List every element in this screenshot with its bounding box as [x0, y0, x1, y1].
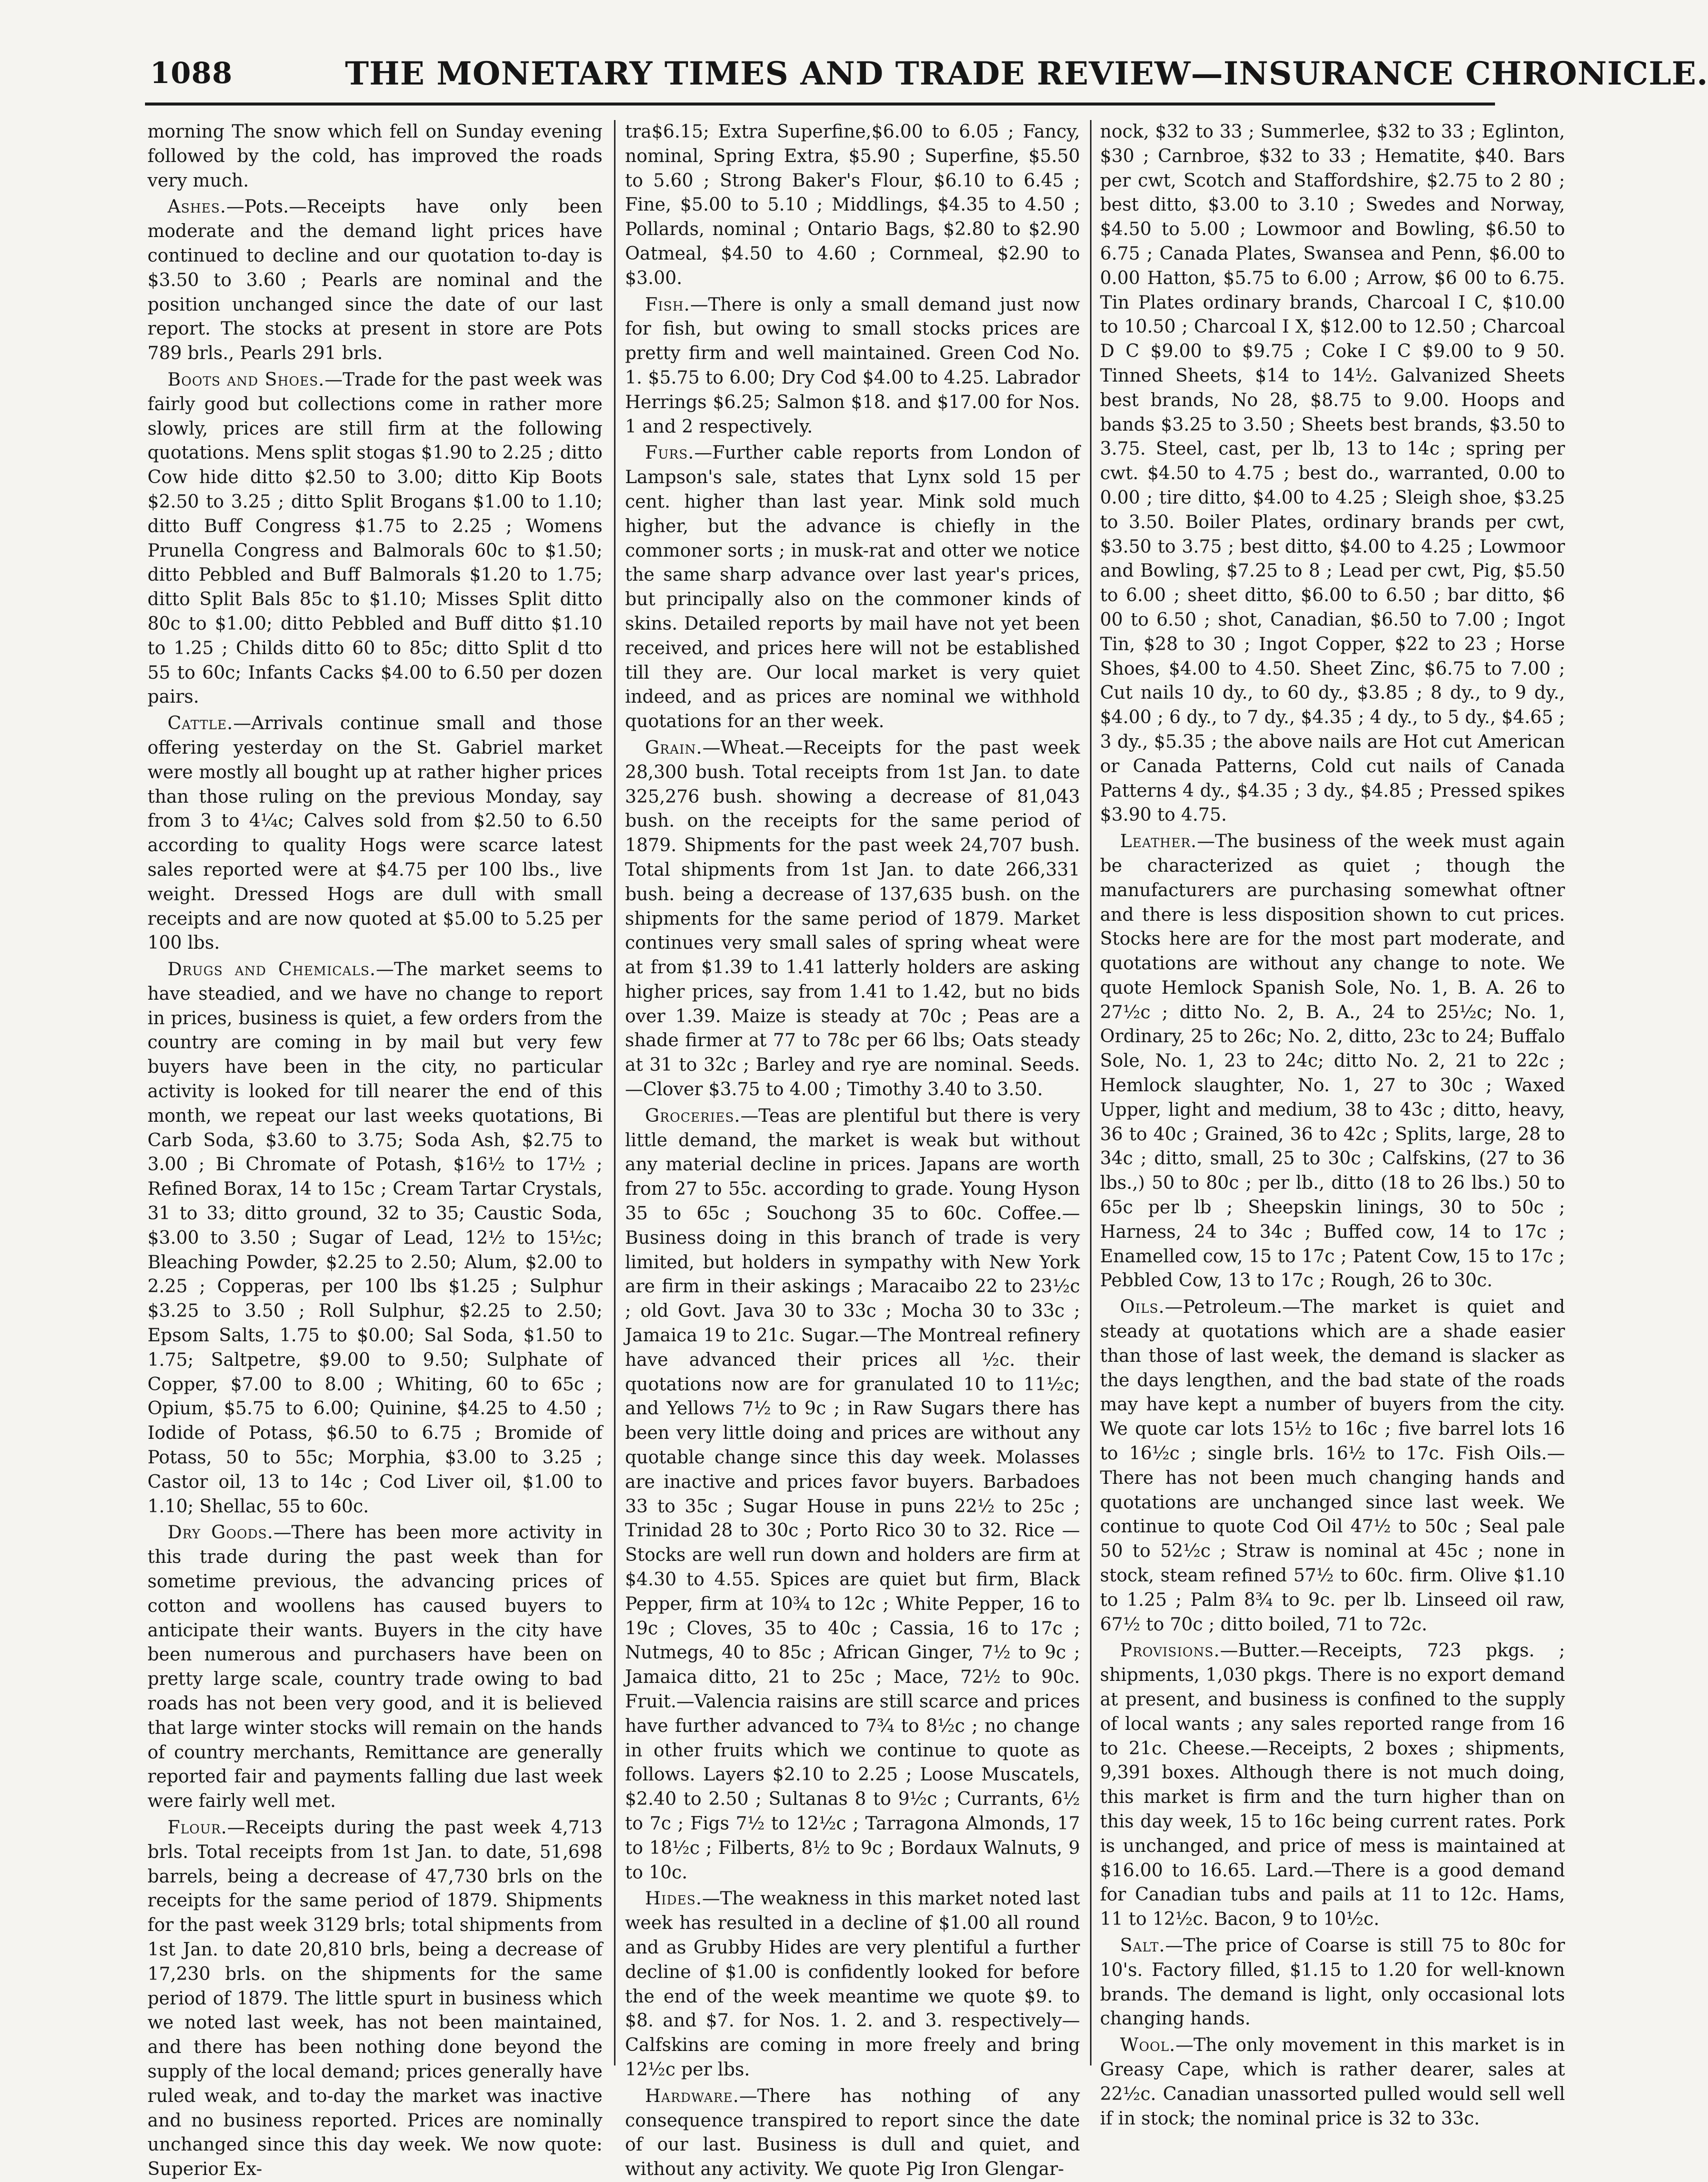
paragraph-text: —Teas are plentiful but there is very little demand, the market is weak but without any material decline in prices. Japans are worth from 27 to 55c. according to grade. Young Hyson 35 to 65c ; Souchong 35 to 60c. Coffee.—Business doing in this branch of trade is very limited, but holders in sympathy with New York are firm in their askings ; Maracaibo 22 to 23½c ; old Govt. Java 30 to 33c ; Mocha 30 to 33c ; Jamaica 19 to 21c. Sugar.—The Montreal refinery have advanced their prices all ½c. their quotations now are for granulated 10 to 11½c; and Yellows 7½ to 9c ; in Raw Sugars there has been very little doing and prices are without any quotable change since this day week. Molasses are inactive and prices favor buyers. Barbadoes 33 to 35c ; Sugar House in puns 22½ to 25c ; Trinidad 28 to 30c ; Porto Rico 30 to 32. Rice —Stocks are well run down and holders are firm at $4.30 to 4.55. Spices are quiet but firm, Black Pepper, firm at 10¾ to 12c ; White Pepper, 16 to 19c ; Cloves, 35 to 40c ; Cassia, 16 to 17c ; Nutmegs, 40 to 85c ; African Ginger, 7½ to 9c ; Jamaica ditto, 21 to 25c ; Mace, 72½ to 90c. Fruit.—Valencia raisins are still scarce and prices have further advanced to 7¾ to 8½c ; no change in other fruits which we continue to quote as follows. Layers $2.10 to 2.25 ; Loose Muscatels, $2.40 to 2.50 ; Sultanas 8 to 9½c ; Currants, 6½ to 7c ; Figs 7½ to 12½c ; Tarragona Almonds, 17 to 18½c ; Filberts, 8½ to 9c ; Bordaux Walnuts, 9 to 10c. [625, 1105, 1080, 1883]
market-report-paragraph [1100, 830, 1565, 1293]
section-heading: Dry Goods. [168, 1522, 274, 1543]
paragraph-text: morning The snow which fell on Sunday evening followed by the cold, has improved the roads very much. [148, 122, 602, 191]
paragraph-text: —Further cable reports from London of Lampson's sale, states that Lynx sold 15 per cent. higher than last year. Mink sold much higher, but the advance is chiefly in the commoner sorts ; in musk-rat and otter we notice the same sharp advance over last year's prices, but principally also on the commoner kinds of skins. Detailed reports by mail have not yet been received, and prices here will not be established till they are. Our local market is very quiet indeed, and as prices are nominal we withhold quotations for an ther week. [625, 443, 1080, 732]
paragraph-text: —The only movement in this market is in Greasy Cape, which is rather dearer, sales at 22½c. Canadian unassorted pulled would sell well if in stock; the nominal price is 32 to 33c. [1100, 2035, 1565, 2129]
column-left [148, 120, 602, 2180]
market-report-paragraph [148, 958, 602, 1519]
market-report-paragraph [625, 293, 1080, 440]
paragraph-text: —Pots.—Receipts have only been moderate and the demand light prices have continued to decline and our quotation to-day is $3.50 to 3.60 ; Pearls are nominal and the position unchanged since the date of our last report. The stocks at present in store are Pots 789 brls., Pearls 291 brls. [148, 197, 602, 364]
section-heading: Wool. [1120, 2035, 1176, 2056]
paragraph-text: —There has nothing of any consequence transpired to report since the date of our last. Business is dull and quiet, and without any activity. We quote Pig Iron Glengar- [625, 2085, 1080, 2180]
header-rule [145, 103, 1495, 106]
market-report-paragraph [148, 195, 602, 366]
paragraph-text: nock, $32 to 33 ; Summerlee, $32 to 33 ; Eglinton, $30 ; Carnbroe, $32 to 33 ; Hematite, $40. Bars per cwt, Scotch and Staffordshire, $2.75 to 2 80 ; best ditto, $3.00 to 3.10 ; Swedes and Norway, $4.50 to 5.00 ; Lowmoor and Bowling, $6.50 to 6.75 ; Canada Plates, Swansea and Penn, $6.00 to 0.00 Hatton, $5.75 to 6.00 ; Arrow, $6 00 to 6.75. Tin Plates ordinary brands, Charcoal I C, $10.00 to 10.50 ; Charcoal I X, $12.00 to 12.50 ; Charcoal D C $9.00 to $9.75 ; Coke I C $9.00 to 9 50. Tinned Sheets, $14 to 14½. Galvanized Sheets best brands, No 28, $8.75 to 9.00. Hoops and bands $3.25 to 3.50 ; Sheets best brands, $3.50 to 3.75. Steel, cast, per lb, 13 to 14c ; spring per cwt. $4.50 to 4.75 ; best do., warranted, 0.00 to 0.00 ; tire ditto, $4.00 to 4.25 ; Sleigh shoe, $3.25 to 3.50. Boiler Plates, ordinary brands per cwt, $3.50 to 3.75 ; best ditto, $4.00 to 4.25 ; Lowmoor and Bowling, $7.25 to 8 ; Lead per cwt, Pig, $5.50 to 6.00 ; sheet ditto, $6.00 to 6.50 ; bar ditto, $6 00 to 6.50 ; shot, Canadian, $6.50 to 7.00 ; Ingot Tin, $28 to 30 ; Ingot Copper, $22 to 23 ; Horse Shoes, $4.00 to 4.50. Sheet Zinc, $6.75 to 7.00 ; Cut nails 10 dy., to 60 dy., $3.85 ; 8 dy., to 9 dy., $4.00 ; 6 dy., to 7 dy., $4.35 ; 4 dy., to 5 dy., $4.65 ; 3 dy., $5.35 ; the above nails are Hot cut American or Canada Patterns, Cold cut nails of Canada Patterns 4 dy., $4.35 ; 3 dy., $4.85 ; Pressed spikes $3.90 to 4.75. [1100, 122, 1565, 826]
section-heading: Boots and Shoes. [168, 369, 325, 390]
market-report-paragraph [625, 441, 1080, 734]
section-heading: Ashes. [168, 197, 226, 218]
paragraph-text: —There is only a small demand just now for fish, but owing to small stocks prices are pretty firm and well maintained. Green Cod No. 1. $5.75 to 6.00; Dry Cod $4.00 to 4.25. Labrador Herrings $6.25; Salmon $18. and $17.00 for Nos. 1 and 2 respectively. [625, 294, 1080, 437]
section-heading: Grain. [645, 737, 702, 758]
paragraph-text: —The weakness in this market noted last week has resulted in a decline of $1.00 all round and as Grubby Hides are very plentiful a further decline of $1.00 is confidently looked for before the end of the week meantime we quote $9. to $8. and $7. for Nos. 1. 2. and 3. respectively—Calfskins are coming in more freely and bring 12½c per lbs. [625, 1888, 1080, 2080]
column-divider [614, 120, 616, 2065]
section-heading: Fish. [645, 294, 690, 315]
section-heading: Hardware. [645, 2085, 740, 2106]
market-report-paragraph [625, 2084, 1080, 2182]
paragraph-text: —The market seems to have steadied, and we have no change to report in prices, business is quiet, a few orders from the country are coming in by mail but very few buyers have been in the city, no particular activity is looked for till nearer the end of this month, we repeat our last weeks quotations, Bi Carb Soda, $3.60 to 3.75; Soda Ash, $2.75 to 3.00 ; Bi Chromate of Potash, $16½ to 17½ ; Refined Borax, 14 to 15c ; Cream Tartar Crystals, 31 to 33; ditto ground, 32 to 35; Caustic Soda, $3.00 to 3.50 ; Sugar of Lead, 12½ to 15½c; Bleaching Powder, $2.25 to 2.50; Alum, $2.00 to 2.25 ; Copperas, per 100 lbs $1.25 ; Sulphur $3.25 to 3.50 ; Roll Sulphur, $2.25 to 2.50; Epsom Salts, 1.75 to $0.00; Sal Soda, $1.50 to 1.75; Saltpetre, $9.00 to 9.50; Sulphate of Copper, $7.00 to 8.00 ; Whiting, 60 to 65c ; Opium, $5.75 to 6.00; Quinine, $4.25 to 4.50 ; Iodide of Potass, $6.50 to 6.75 ; Bromide of Potass, 50 to 55c; Morphia, $3.00 to 3.25 ; Castor oil, 13 to 14c ; Cod Liver oil, $1.00 to 1.10; Shellac, 55 to 60c. [148, 959, 602, 1517]
market-report-paragraph [148, 712, 602, 956]
paragraph-text: —The price of Coarse is still 75 to 80c for 10's. Factory filled, $1.15 to 1.20 for well-known brands. The demand is light, only occasional lots changing hands. [1100, 1935, 1565, 2029]
paragraph-text: —Butter.—Receipts, 723 pkgs. ; shipments, 1,030 pkgs. There is no export demand at present, and business is confined to the supply of local wants ; any sales reported range from 16 to 21c. Cheese.—Receipts, 2 boxes ; shipments, 9,391 boxes. Although there is not much doing, this market is firm and the turn higher than on this day week, 15 to 16c being current rates. Pork is unchanged, and price of mess is maintained at $16.00 to 16.65. Lard.—There is a good demand for Canadian tubs and pails at 11 to 12c. Hams, 11 to 12½c. Bacon, 9 to 10½c. [1100, 1640, 1565, 1930]
section-heading: Cattle. [168, 713, 234, 734]
paragraph-text: —Wheat.—Receipts for the past week 28,300 bush. Total receipts from 1st Jan. to date 325,276 bush. showing a decrease of 81,043 bush. on the receipts for the same period of 1879. Shipments for the past week 24,707 bush. Total shipments from 1st Jan. to date 266,331 bush. being a decrease of 137,635 bush. on the shipments for the same period of 1879. Market continues very small sales of spring wheat were at from $1.39 to 1.41 latterly holders are asking higher prices, say from 1.41 to 1.42, but no bids over 1.39. Maize is steady at 70c ; Peas are a shade firmer at 77 to 78c per 66 lbs; Oats steady at 31 to 32c ; Barley and rye are nominal. Seeds.—Clover $3.75 to 4.00 ; Timothy 3.40 to 3.50. [625, 737, 1080, 1100]
column-divider [1090, 120, 1092, 2065]
section-heading: Furs. [645, 443, 694, 464]
column-right [1100, 120, 1565, 2129]
market-report-paragraph [625, 736, 1080, 1102]
market-report-paragraph [148, 1521, 602, 1814]
market-report-paragraph [148, 120, 602, 193]
paragraph-text: —Receipts during the past week 4,713 brls. Total receipts from 1st Jan. to date, 51,698 barrels, being a decrease of 47,730 brls on the receipts for the same period of 1879. Shipments for the past week 3129 brls; total shipments from 1st Jan. to date 20,810 brls, being a decrease of 17,230 brls. on the shipments for the same period of 1879. The little spurt in business which we noted last week, has not been maintained, and there has been nothing done beyond the supply of the local demand; prices generally have ruled weak, and to-day the market was inactive and no business reported. Prices are nominally unchanged since this day week. We now quote: Superior Ex- [148, 1817, 602, 2180]
market-report-paragraph [1100, 1639, 1565, 1932]
market-report-paragraph [1100, 2033, 1565, 2131]
section-heading: Flour. [168, 1817, 228, 1838]
paragraph-text: tra$6.15; Extra Superfine,$6.00 to 6.05 ; Fancy, nominal, Spring Extra, $5.90 ; Superfine, $5.50 to 5.60 ; Strong Baker's Flour, $6.10 to 6.45 ; Fine, $5.00 to 5.10 ; Middlings, $4.35 to 4.50 ; Pollards, nominal ; Ontario Bags, $2.80 to $2.90 Oatmeal, $4.50 to 4.60 ; Cornmeal, $2.90 to $3.00. [625, 122, 1080, 289]
paragraph-text: —The business of the week must again be characterized as quiet ; though the manufacturers are purchasing somewhat oftner and there is less disposition shown to cut prices. Stocks here are for the most part moderate, and quotations are without any change to note. We quote Hemlock Spanish Sole, No. 1, B. A. 26 to 27½c ; ditto No. 2, B. A., 24 to 25½c; No. 1, Ordinary, 25 to 26c; No. 2, ditto, 23c to 24; Buffalo Sole, No. 1, 23 to 24c; ditto No. 2, 21 to 22c ; Hemlock slaughter, No. 1, 27 to 30c ; Waxed Upper, light and medium, 38 to 43c ; ditto, heavy, 36 to 40c ; Grained, 36 to 42c ; Splits, large, 28 to 34c ; ditto, small, 25 to 30c ; Calfskins, (27 to 36 lbs.,) 50 to 80c ; per lb., ditto (18 to 26 lbs.) 50 to 65c per lb ; Sheepskin linings, 30 to 50c ; Harness, 24 to 34c ; Buffed cow, 14 to 17c ; Enamelled cow, 15 to 17c ; Patent Cow, 15 to 17c ; Pebbled Cow, 13 to 17c ; Rough, 26 to 30c. [1100, 831, 1565, 1291]
market-report-paragraph [1100, 1295, 1565, 1637]
market-report-paragraph [148, 368, 602, 710]
section-heading: Hides. [645, 1888, 702, 1909]
market-report-paragraph [625, 1887, 1080, 2082]
section-heading: Provisions. [1120, 1640, 1220, 1661]
market-report-paragraph [1100, 1934, 1565, 2031]
section-heading: Salt. [1120, 1935, 1166, 1956]
section-heading: Leather. [1120, 831, 1197, 852]
market-report-paragraph [1100, 120, 1565, 828]
market-report-paragraph [148, 1816, 602, 2182]
paragraph-text: —Arrivals continue small and those offering yesterday on the St. Gabriel market were mostly all bought up at rather higher prices than those ruling on the previous Monday, say from 3 to 4¼c; Calves sold from $2.50 to 6.50 according to quality Hogs were scarce latest sales reported were at $4.75 per 100 lbs., live weight. Dressed Hogs are dull with small receipts and are now quoted at $5.00 to 5.25 per 100 lbs. [148, 713, 602, 954]
section-heading: Oils. [1120, 1297, 1165, 1318]
page-number: 1088 [150, 56, 233, 90]
column-middle [625, 120, 1080, 2180]
section-heading: Drugs and Chemicals. [168, 959, 376, 980]
market-report-paragraph [625, 120, 1080, 291]
market-report-paragraph [625, 1104, 1080, 1885]
paragraph-text: —There has been more activity in this trade during the past week than for sometime previous, the advancing prices of cotton and woollens has caused buyers to anticipate their wants. Buyers in the city have been numerous and purchasers have been on pretty large scale, country trade owing to bad roads has not been very good, and it is believed that large winter stocks will remain on the hands of country merchants, Remittance are generally reported fair and payments falling due last week were fairly well met. [148, 1522, 602, 1812]
masthead-title: THE MONETARY TIMES AND TRADE REVIEW—INSURANCE CHRONICLE. [345, 55, 1708, 93]
section-heading: Groceries. [645, 1105, 740, 1126]
paragraph-text: —Trade for the past week was fairly good but collections come in rather more slowly, prices are still firm at the following quotations. Mens split stogas $1.90 to 2.25 ; ditto Cow hide ditto $2.50 to 3.00; ditto Kip Boots $2.50 to 3.25 ; ditto Split Brogans $1.00 to 1.10; ditto Buff Congress $1.75 to 2.25 ; Womens Prunella Congress and Balmorals 60c to $1.50; ditto Pebbled and Buff Balmorals $1.20 to 1.75; ditto Split Bals 85c to $1.10; Misses Split ditto 80c to $1.00; ditto Pebbled and Buff ditto $1.10 to 1.25 ; Childs ditto 60 to 85c; ditto Split d tto 55 to 60c; Infants Cacks $4.00 to 6.50 per dozen pairs. [148, 369, 602, 708]
paragraph-text: —Petroleum.—The market is quiet and steady at quotations which are a shade easier than those of last week, the demand is slacker as the days lengthen, and the bad state of the roads may have kept a number of buyers from the city. We quote car lots 15½ to 16c ; five barrel lots 16 to 16½c ; single brls. 16½ to 17c. Fish Oils.—There has not been much changing hands and quotations are unchanged since last week. We continue to quote Cod Oil 47½ to 50c ; Seal pale 50 to 52½c ; Straw is nominal at 45c ; none in stock, steam refined 57½ to 60c. firm. Olive $1.10 to 1.25 ; Palm 8¾ to 9c. per lb. Linseed oil raw, 67½ to 70c ; ditto boiled, 71 to 72c. [1100, 1297, 1565, 1635]
